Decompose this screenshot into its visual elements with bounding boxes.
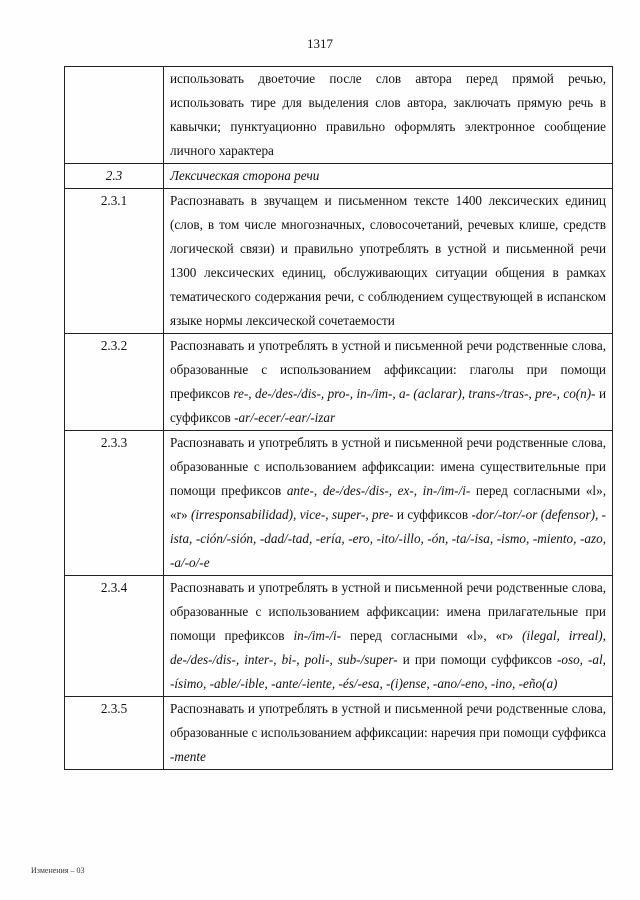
italic-text-segment: -dor/-tor/-or (defensor), -ista, -ción/-sión, -dad/-tad, -ería, -ero, -ito/-illo, -ón, -ta/-isa, -ismo, -miento, -azo, -a/-o/-e <box>170 507 607 570</box>
italic-text-segment: (ilegal, irreal), de-/des-/dis-, inter-, bi-, poli-, sub-/super- <box>170 628 606 667</box>
item-number: 2.3.1 <box>65 189 164 334</box>
italic-text-segment: -ar/-ecer/-ear/-izar <box>234 410 336 425</box>
text-segment: Распознавать и употреблять в устной и письменной речи родственные слова, образованные с использованием аффиксации: наречия при помощи суффикса <box>170 701 606 740</box>
italic-text-segment: Лексическая сторона речи <box>170 168 320 183</box>
table-row <box>65 576 613 697</box>
table-row <box>65 431 613 576</box>
item-description <box>164 334 613 431</box>
content-table <box>64 66 613 770</box>
text-segment: Распознавать и употреблять в устной и письменной речи родственные слова, образованные с использованием аффиксации: имена существительные при помощи префиксов <box>170 435 606 498</box>
text-segment: и суффиксов <box>170 386 606 425</box>
text-segment: Распознавать и употреблять в устной и письменной речи родственные слова, образованные с использованием аффиксации: глаголы при помощи префиксов <box>170 338 606 401</box>
italic-text-segment: re-, de-/des-/dis-, pro-, in-/im-, a- (aclarar), trans-/tras-, pre-, co(n)- <box>233 386 596 401</box>
table-row <box>65 334 613 431</box>
italic-text-segment: -oso, -al, -ísimo, -able/-ible, -ante/-iente, -és/-esa, -(i)ense, -ano/-eno, -ino, -eño(a) <box>170 652 606 691</box>
item-description <box>164 67 613 164</box>
table-row <box>65 697 613 770</box>
section-title <box>164 164 613 189</box>
page-number: 1317 <box>307 36 333 51</box>
text-segment: использовать двоеточие после слов автора перед прямой речью, использовать тире для выделения слов автора, заключать прямую речь в кавычки; пунктуационно правильно оформлять электронное сообщение личного характера <box>170 71 606 158</box>
text-segment: Распознавать и употреблять в устной и письменной речи родственные слова, образованные с использованием аффиксации: имена прилагательные при помощи префиксов <box>170 580 606 643</box>
italic-text-segment: (irresponsabilidad), vice-, super-, pre- <box>190 507 394 522</box>
item-number <box>65 67 164 164</box>
italic-text-segment: -mente <box>170 749 206 764</box>
content-table-body <box>65 67 613 770</box>
item-number: 2.3 <box>65 164 164 189</box>
table-row <box>65 189 613 334</box>
item-description <box>164 576 613 697</box>
item-number: 2.3.3 <box>65 431 164 576</box>
item-number: 2.3.2 <box>65 334 164 431</box>
text-segment: и при помощи суффиксов <box>397 652 557 667</box>
table-row <box>65 67 613 164</box>
text-segment: Распознавать в звучащем и письменном тексте 1400 лексических единиц (слов, в том числе многозначных, словосочетаний, речевых клише, средств логической связи) и правильно употреблять в устной и письменной речи 1300 лексических единиц, обслуживающих ситуации общения в рамках тематического содержания речи, с соблюдением существующей в испанском языке нормы лексической сочетаемости <box>170 193 606 328</box>
italic-text-segment: ante-, de-/des-/dis-, ex-, in-/im-/i- <box>286 483 471 498</box>
text-segment: и суффиксов <box>393 507 472 522</box>
text-segment: перед согласными «l», «r» <box>170 483 606 522</box>
item-description <box>164 697 613 770</box>
item-description <box>164 189 613 334</box>
item-number: 2.3.5 <box>65 697 164 770</box>
section-row <box>65 164 613 189</box>
text-segment: перед согласными «l», «r» <box>341 628 523 643</box>
item-description <box>164 431 613 576</box>
italic-text-segment: in-/im-/i- <box>293 628 342 643</box>
footer-label: Изменения – 03 <box>31 866 85 875</box>
item-number: 2.3.4 <box>65 576 164 697</box>
